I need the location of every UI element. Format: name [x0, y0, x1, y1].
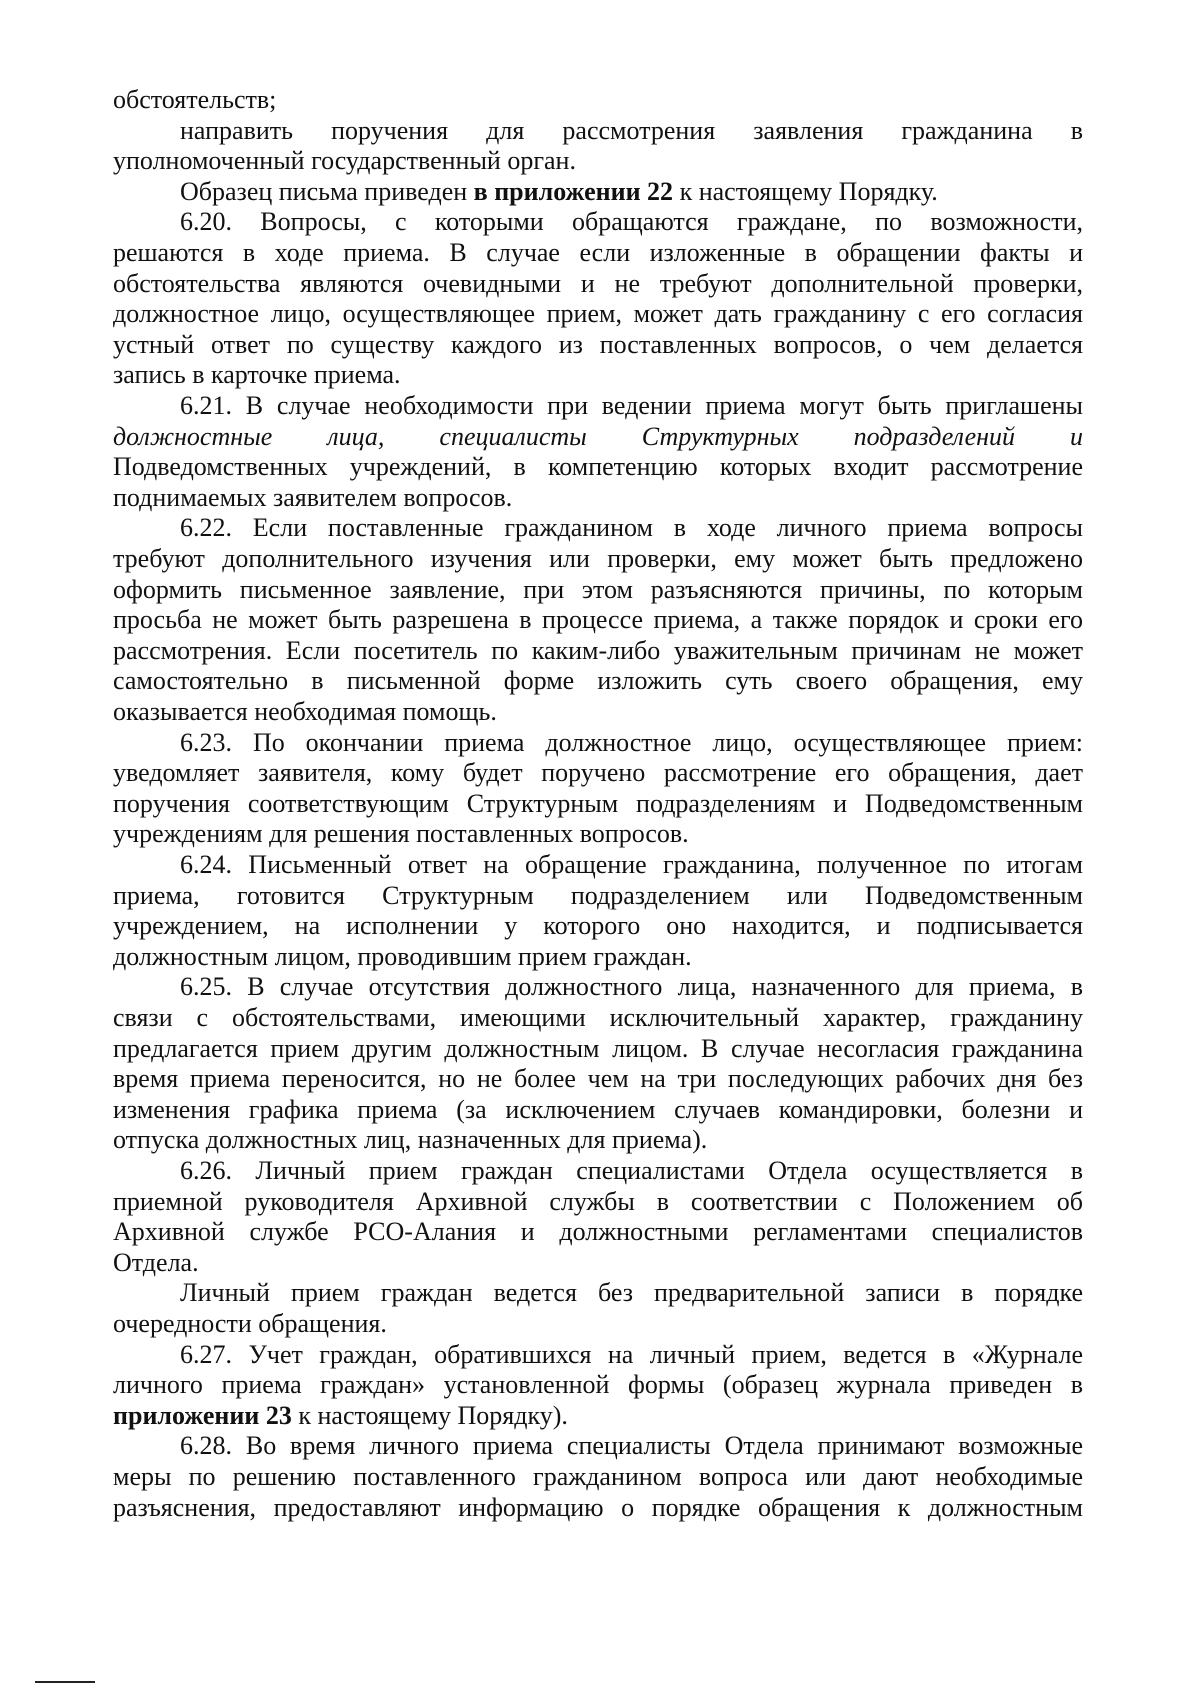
text-line: должностное лицо, осуществляющее прием, может дать гражданину с его согласия	[113, 299, 1083, 328]
text-line: поручения соответствующим Структурным подразделениям и Подведомственным	[113, 789, 1083, 818]
text-line: приема, готовится Структурным подразделением или Подведомственным	[113, 881, 1083, 910]
bold-reference: приложении 23	[113, 1401, 292, 1430]
text-line: самостоятельно в письменной форме изложить суть своего обращения, ему	[113, 666, 1083, 695]
text-line: должностным лицом, проводившим прием граждан.	[113, 942, 692, 971]
text-line: 6.24. Письменный ответ на обращение гражданина, полученное по итогам	[180, 850, 1083, 879]
text-span: к настоящему Порядку).	[291, 1401, 568, 1430]
text-line: уполномоченный государственный орган.	[113, 146, 576, 175]
text-line: учреждением, на исполнении у которого оно находится, и подписывается	[113, 911, 1083, 940]
text-line: рассмотрения. Если посетитель по каким-либо уважительным причинам не может	[113, 636, 1083, 665]
text-line: запись в карточке приема.	[113, 360, 401, 389]
text-line: требуют дополнительного изучения или проверки, ему может быть предложено	[113, 544, 1083, 573]
text-line: отпуска должностных лиц, назначенных для приема).	[113, 1125, 708, 1154]
text-line: уведомляет заявителя, кому будет поручено рассмотрение его обращения, дает	[113, 758, 1083, 787]
text-line: должностные лица, специалисты Структурных подразделений и	[113, 422, 1083, 451]
text-span: к настоящему Порядку.	[673, 177, 938, 206]
text-line: Отдела.	[113, 1248, 199, 1277]
text-line: просьба не может быть разрешена в процессе приема, а также порядок и сроки его	[113, 605, 1083, 634]
text-line: меры по решению поставленного гражданином вопроса или дают необходимые	[113, 1462, 1083, 1491]
text-line: связи с обстоятельствами, имеющими исключительный характер, гражданину	[113, 1003, 1083, 1032]
text-line: 6.27. Учет граждан, обратившихся на личный прием, ведется в «Журнале	[180, 1340, 1083, 1369]
text-line: 6.28. Во время личного приема специалисты Отдела принимают возможные	[180, 1431, 1083, 1460]
text-line: оказывается необходимая помощь.	[113, 697, 497, 726]
text-line: приемной руководителя Архивной службы в соответствии с Положением об	[113, 1187, 1083, 1216]
text-line: решаются в ходе приема. В случае если изложенные в обращении факты и	[113, 238, 1083, 267]
text-line: 6.23. По окончании приема должностное лицо, осуществляющее прием:	[180, 728, 1083, 757]
text-line: разъяснения, предоставляют информацию о порядке обращения к должностным	[113, 1493, 1083, 1522]
text-line: оформить письменное заявление, при этом разъясняются причины, по которым	[113, 575, 1083, 604]
text-line: очередности обращения.	[113, 1309, 387, 1338]
text-line: изменения графика приема (за исключением случаев командировки, болезни и	[113, 1095, 1083, 1124]
text-line: учреждениям для решения поставленных вопросов.	[113, 819, 689, 848]
text-line: время приема переносится, но не более чем на три последующих рабочих дня без	[113, 1064, 1083, 1093]
text-line: 6.26. Личный прием граждан специалистами Отдела осуществляется в	[180, 1156, 1083, 1185]
text-line: 6.20. Вопросы, с которыми обращаются граждане, по возможности,	[180, 207, 1083, 236]
text-line: 6.22. Если поставленные гражданином в ходе личного приема вопросы	[180, 513, 1083, 542]
text-line: Архивной службе РСО-Алания и должностными регламентами специалистов	[113, 1217, 1083, 1246]
text-line: направить поручения для рассмотрения заявления гражданина в	[180, 116, 1083, 145]
text-line: Подведомственных учреждений, в компетенцию которых входит рассмотрение	[113, 452, 1083, 481]
text-line	[113, 1400, 1083, 1432]
text-line: поднимаемых заявителем вопросов.	[113, 483, 513, 512]
page-edge-mark	[35, 1681, 95, 1683]
text-span: Образец письма приведен	[180, 177, 474, 206]
text-line: предлагается прием другим должностным лицом. В случае несогласия гражданина	[113, 1034, 1083, 1063]
text-line: обстоятельств;	[113, 85, 277, 114]
text-line: устный ответ по существу каждого из поставленных вопросов, о чем делается	[113, 330, 1083, 359]
text-line: личного приема граждан» установленной формы (образец журнала приведен в	[113, 1370, 1083, 1399]
text-line: обстоятельства являются очевидными и не требуют дополнительной проверки,	[113, 269, 1083, 298]
bold-reference: в приложении 22	[473, 177, 674, 206]
text-line	[180, 176, 1083, 208]
text-line: 6.25. В случае отсутствия должностного лица, назначенного для приема, в	[180, 972, 1083, 1001]
text-line: Личный прием граждан ведется без предварительной записи в порядке	[180, 1278, 1083, 1307]
text-line: 6.21. В случае необходимости при ведении приема могут быть приглашены	[180, 391, 1083, 420]
